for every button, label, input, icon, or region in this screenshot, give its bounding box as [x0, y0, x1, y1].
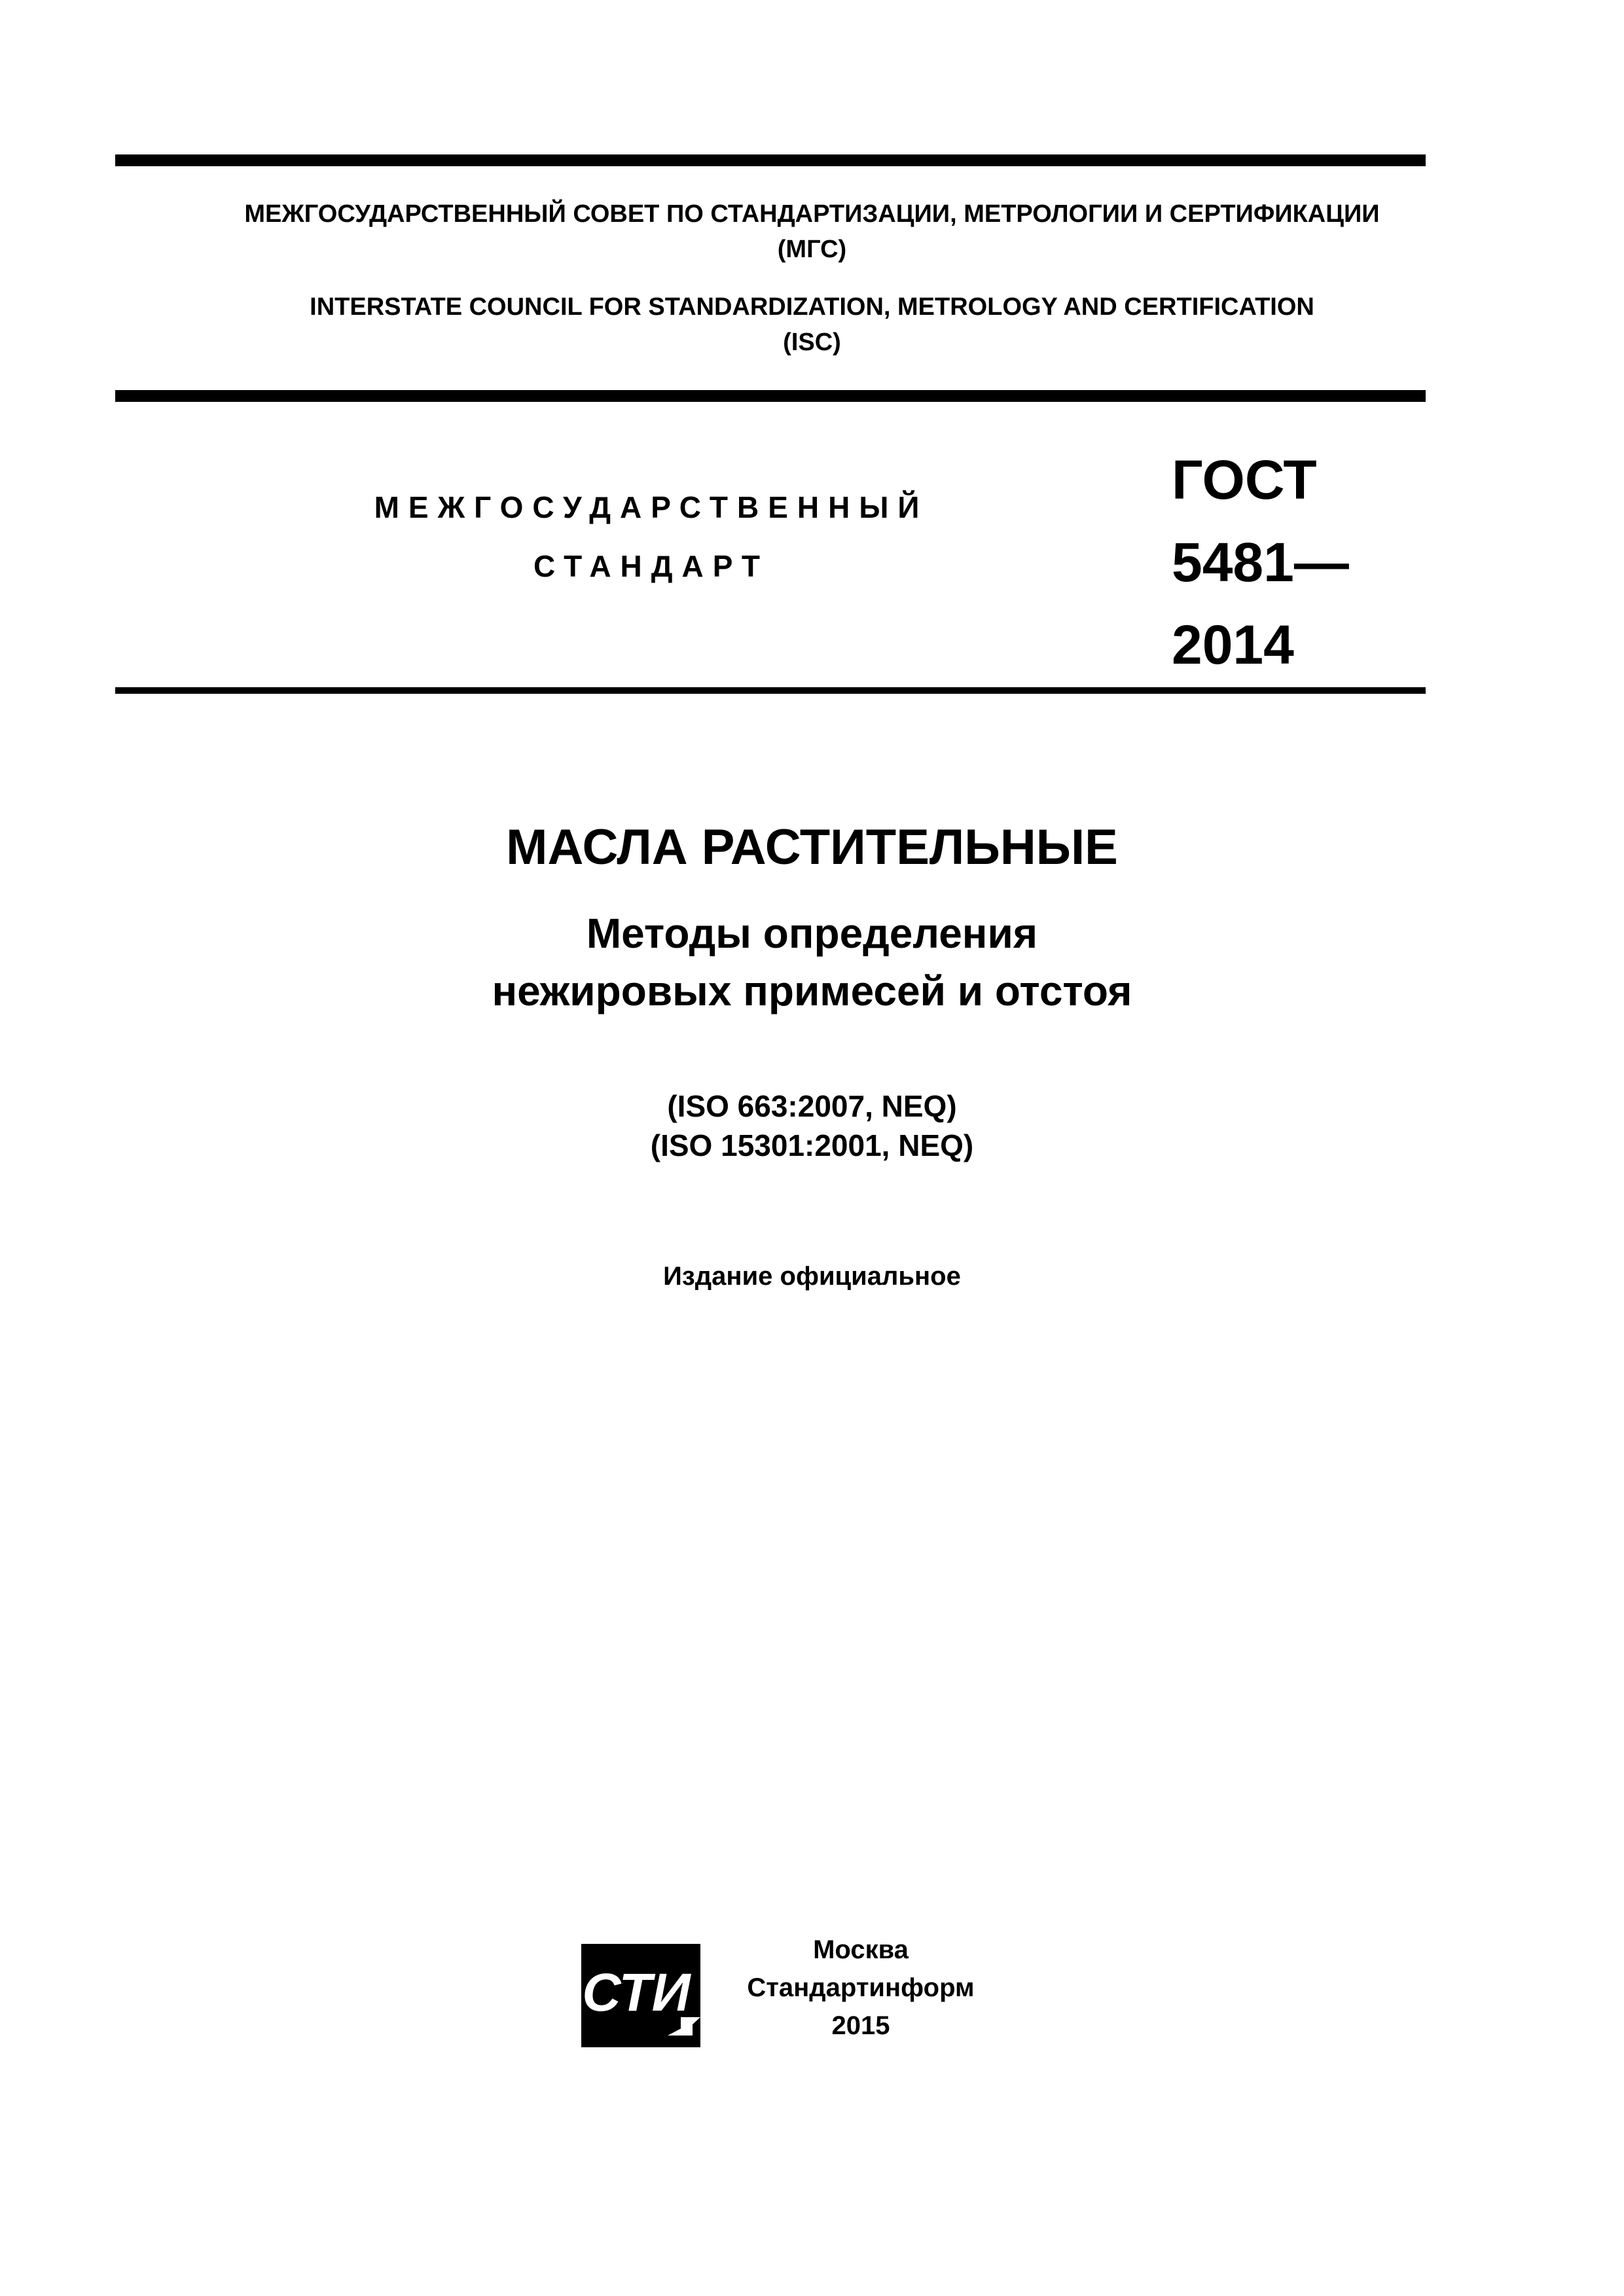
council-name-en: INTERSTATE COUNCIL FOR STANDARDIZATION, METROLOGY AND CERTIFICATION [310, 293, 1314, 321]
imprint-city: Москва [813, 1935, 909, 1964]
standard-type [281, 478, 1021, 596]
svg-text:СТИ: СТИ [582, 1963, 691, 2022]
top-rule [115, 154, 1426, 166]
edition-note [0, 1260, 1624, 1293]
title-main: МАСЛА РАСТИТЕЛЬНЫЕ [506, 819, 1118, 875]
council-abbr-ru: (МГС) [777, 236, 847, 263]
council-header [0, 196, 1624, 360]
iso-references [0, 1086, 1624, 1165]
council-name-ru: МЕЖГОСУДАРСТВЕННЫЙ СОВЕТ ПО СТАНДАРТИЗАЦИИ, МЕТРОЛОГИИ И СЕРТИФИКАЦИИ [244, 200, 1380, 228]
gost-designation [1172, 439, 1434, 686]
gost-year: 2014 [1172, 614, 1294, 675]
imprint-year: 2015 [831, 2011, 890, 2040]
imprint [687, 1931, 1034, 2045]
iso-reference: (ISO 663:2007, NEQ) [667, 1089, 957, 1123]
title-sub-line1: Методы определения [586, 910, 1038, 957]
edition-text: Издание официальное [663, 1262, 961, 1291]
gost-number: 5481— [1172, 531, 1349, 593]
document-title [0, 818, 1624, 1020]
standard-type-line2: СТАНДАРТ [533, 549, 769, 583]
iso-reference: (ISO 15301:2001, NEQ) [650, 1128, 974, 1162]
imprint-publisher: Стандартинформ [747, 1973, 975, 2002]
standard-type-line1: МЕЖГОСУДАРСТВЕННЫЙ [374, 490, 929, 524]
title-sub-line2: нежировых примесей и отстоя [492, 967, 1132, 1014]
header-rule [115, 390, 1426, 402]
designation-rule [115, 687, 1426, 694]
council-abbr-en: (ISC) [783, 329, 841, 356]
gost-label: ГОСТ [1172, 449, 1317, 511]
